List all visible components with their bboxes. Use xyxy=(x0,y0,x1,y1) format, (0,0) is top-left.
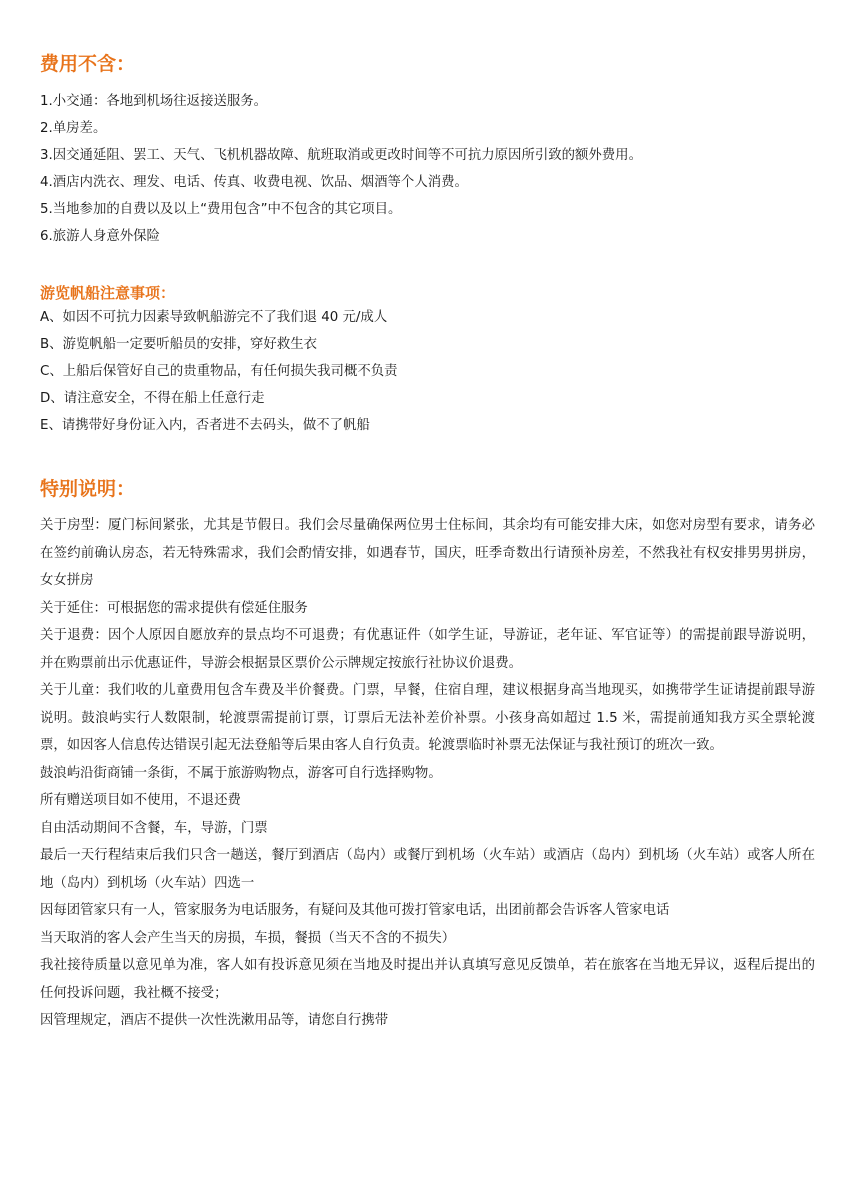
sailing-note-item: E、请携带好身份证入内，否者进不去码头，做不了帆船 xyxy=(40,418,370,433)
special-note-item: 所有赠送项目如不使用，不退还费 xyxy=(40,793,241,808)
fees-excluded-list xyxy=(40,88,642,250)
special-note-item: 当天取消的客人会产生当天的房损，车损，餐损（当天不含的不损失） xyxy=(40,930,456,946)
sailing-note-item: A、如因不可抗力因素导致帆船游完不了我们退 40 元/成人 xyxy=(40,310,388,325)
special-note-item: 我社接待质量以意见单为准，客人如有投诉意见须在当地及时提出并认真填写意见反馈单，若在旅客在当地无异议，返程后提出的任何投诉问题，我社概不接受； xyxy=(40,958,815,1001)
special-note-item: 关于儿童：我们收的儿童费用包含车费及半价餐费。门票，早餐，住宿自理，建议根据身高当地现买，如携带学生证请提前跟导游说明。鼓浪屿实行人数限制，轮渡票需提前订票，订票后无法补差价补票。小孩身高如超过 1.5 米，需提前通知我方买全票轮渡票，如因客人信息传达错误引起无法登船等后果由客人自行负责。轮渡票临时补票无法保证与我社预订的班次一致。 xyxy=(40,683,815,753)
fees-excluded-heading: 费用不含： xyxy=(40,53,136,75)
fees-excluded-item: 3.因交通延阻、罢工、天气、飞机机器故障、航班取消或更改时间等不可抗力原因所引致的额外费用。 xyxy=(40,148,642,163)
fees-excluded-item: 5.当地参加的自费以及以上“费用包含”中不包含的其它项目。 xyxy=(40,202,402,217)
special-note-item: 因每团管家只有一人，管家服务为电话服务，有疑问及其他可拨打管家电话，出团前都会告诉客人管家电话 xyxy=(40,903,670,918)
sailing-note-item: D、请注意安全，不得在船上任意行走 xyxy=(40,391,265,406)
sailing-note-item: C、上船后保管好自己的贵重物品，有任何损失我司概不负责 xyxy=(40,364,398,379)
fees-excluded-item: 4.酒店内洗衣、理发、电话、传真、收费电视、饮品、烟酒等个人消费。 xyxy=(40,175,468,190)
fees-excluded-item: 2.单房差。 xyxy=(40,121,107,136)
special-notes-list xyxy=(40,512,815,1035)
special-note-item: 鼓浪屿沿街商铺一条街，不属于旅游购物点，游客可自行选择购物。 xyxy=(40,765,442,781)
special-note-item: 关于延住：可根据您的需求提供有偿延住服务 xyxy=(40,600,308,616)
special-notes-heading: 特别说明： xyxy=(40,478,136,500)
fees-excluded-item: 6.旅游人身意外保险 xyxy=(40,229,160,244)
fees-excluded-item: 1.小交通：各地到机场往返接送服务。 xyxy=(40,94,268,109)
special-note-item: 最后一天行程结束后我们只含一趟送，餐厅到酒店（岛内）或餐厅到机场（火车站）或酒店（岛内）到机场（火车站）或客人所在地（岛内）到机场（火车站）四选一 xyxy=(40,848,815,891)
sailing-note-item: B、游览帆船一定要听船员的安排，穿好救生衣 xyxy=(40,337,317,352)
sailing-notes-heading: 游览帆船注意事项： xyxy=(40,284,176,302)
special-note-item: 因管理规定，酒店不提供一次性洗漱用品等，请您自行携带 xyxy=(40,1013,389,1028)
special-note-item: 自由活动期间不含餐，车，导游，门票 xyxy=(40,820,268,836)
special-note-item: 关于退费：因个人原因自愿放弃的景点均不可退费；有优惠证件（如学生证，导游证，老年证、军官证等）的需提前跟导游说明，并在购票前出示优惠证件，导游会根据景区票价公示牌规定按旅行社协议价退费。 xyxy=(40,628,815,671)
sailing-notes-list xyxy=(40,304,398,439)
special-note-item: 关于房型：厦门标间紧张，尤其是节假日。我们会尽量确保两位男士住标间，其余均有可能安排大床，如您对房型有要求，请务必在签约前确认房态，若无特殊需求，我们会酌情安排，如遇春节，国庆，旺季奇数出行请预补房差，不然我社有权安排男男拼房，女女拼房 xyxy=(40,518,815,588)
